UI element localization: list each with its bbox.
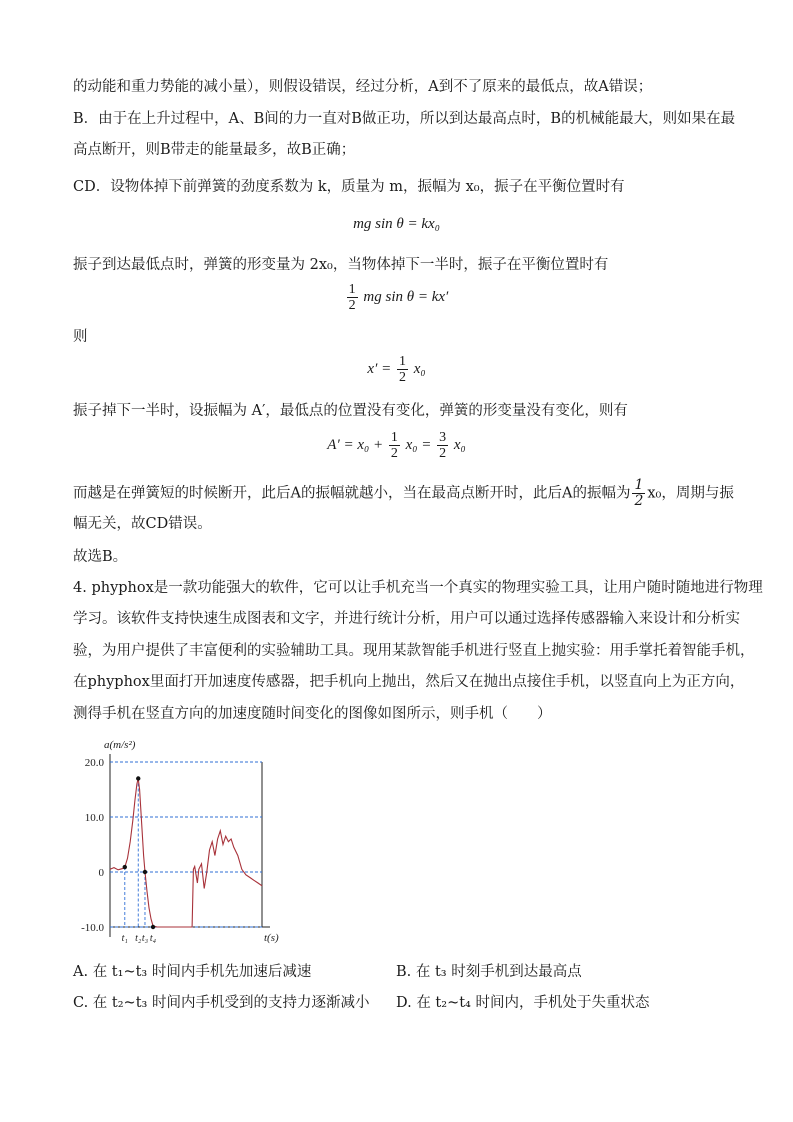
- marked-point: [151, 925, 155, 929]
- equation-3: x′ = $\frac{1}{2}$ x₀: [367, 354, 426, 385]
- solution-line-10: 故选B。: [73, 549, 128, 565]
- equation-2: $\frac{1}{2}$ mg sin θ = kx′: [348, 282, 449, 313]
- y-axis-label: a(m/s²): [104, 739, 136, 751]
- question-line-3: 验，为用户提供了丰富便利的实验辅助工具。现用某款智能手机进行竖直上抛实验：用手掌托着智能手机，: [73, 643, 755, 659]
- x-tick-label: t₃: [141, 933, 149, 944]
- solution-line-6: 则: [73, 329, 88, 345]
- x-tick-label: t₂: [135, 933, 142, 944]
- acceleration-time-chart: [70, 730, 295, 952]
- y-tick-label: 20.0: [84, 757, 104, 769]
- option-b[interactable]: B. 在 t₃ 时刻手机到达最高点: [396, 964, 582, 980]
- x-tick-label: t₁: [121, 933, 128, 944]
- option-a[interactable]: A. 在 t₁~t₃ 时间内手机先加速后减速: [73, 964, 312, 980]
- question-line-4: 在phyphox里面打开加速度传感器，把手机向上抛出，然后又在抛出点接住手机，以竖直向上为正方向，: [73, 674, 745, 690]
- solution-line-4: CD．设物体掉下前弹簧的劲度系数为 k，质量为 m，振幅为 x₀，振子在平衡位置时有: [73, 179, 625, 195]
- solution-line-1: 的动能和重力势能的减小量），则假设错误，经过分析，A到不了原来的最低点，故A错误；: [73, 79, 653, 95]
- x-tick-label: t₄: [149, 933, 157, 944]
- equation-4: A′ = x₀ + $\frac{1}{2}$ x₀ = $\frac{3}{2}$ x₀: [327, 430, 466, 461]
- equation-1: mg sin θ = kx₀: [353, 216, 440, 232]
- question-line-2: 学习。该软件支持快速生成图表和文字，并进行统计分析，用户可以通过选择传感器输入来设计和分析实: [73, 611, 740, 627]
- marked-point: [123, 865, 127, 869]
- x-axis-label: t(s): [264, 932, 279, 944]
- option-c[interactable]: C. 在 t₂~t₃ 时间内手机受到的支持力逐渐减小: [73, 995, 370, 1011]
- question-line-5: 测得手机在竖直方向的加速度随时间变化的图像如图所示，则手机（ ）: [73, 706, 552, 722]
- solution-line-2: B．由于在上升过程中，A、B间的力一直对B做正功，所以到达最高点时，B的机械能最大，则如果在最: [73, 111, 736, 127]
- solution-line-9: 幅无关，故CD错误。: [73, 516, 212, 532]
- marked-point: [143, 870, 147, 874]
- y-tick-label: -10.0: [81, 922, 104, 934]
- acceleration-curve: [110, 779, 262, 928]
- solution-line-8: 而越是在弹簧短的时候断开，此后A的振幅就越小，当在最高点断开时，此后A的振幅为 $\frac{1}{2}$ x₀，周期与振: [73, 477, 734, 509]
- solution-line-7: 振子掉下一半时，设振幅为 A′，最低点的位置没有变化，弹簧的形变量没有变化，则有: [73, 403, 628, 419]
- y-tick-label: 10.0: [84, 812, 104, 824]
- solution-line-5: 振子到达最低点时，弹簧的形变量为 2x₀，当物体掉下一半时，振子在平衡位置时有: [73, 257, 609, 273]
- marked-point: [136, 776, 140, 780]
- solution-line-3: 高点断开，则B带走的能量最多，故B正确；: [73, 142, 356, 158]
- option-d[interactable]: D. 在 t₂~t₄ 时间内，手机处于失重状态: [396, 995, 650, 1011]
- question-line-1: 4. phyphox是一款功能强大的软件，它可以让手机充当一个真实的物理实验工具，让用户随时随地进行物理: [73, 580, 763, 596]
- y-tick-label: 0: [98, 867, 104, 879]
